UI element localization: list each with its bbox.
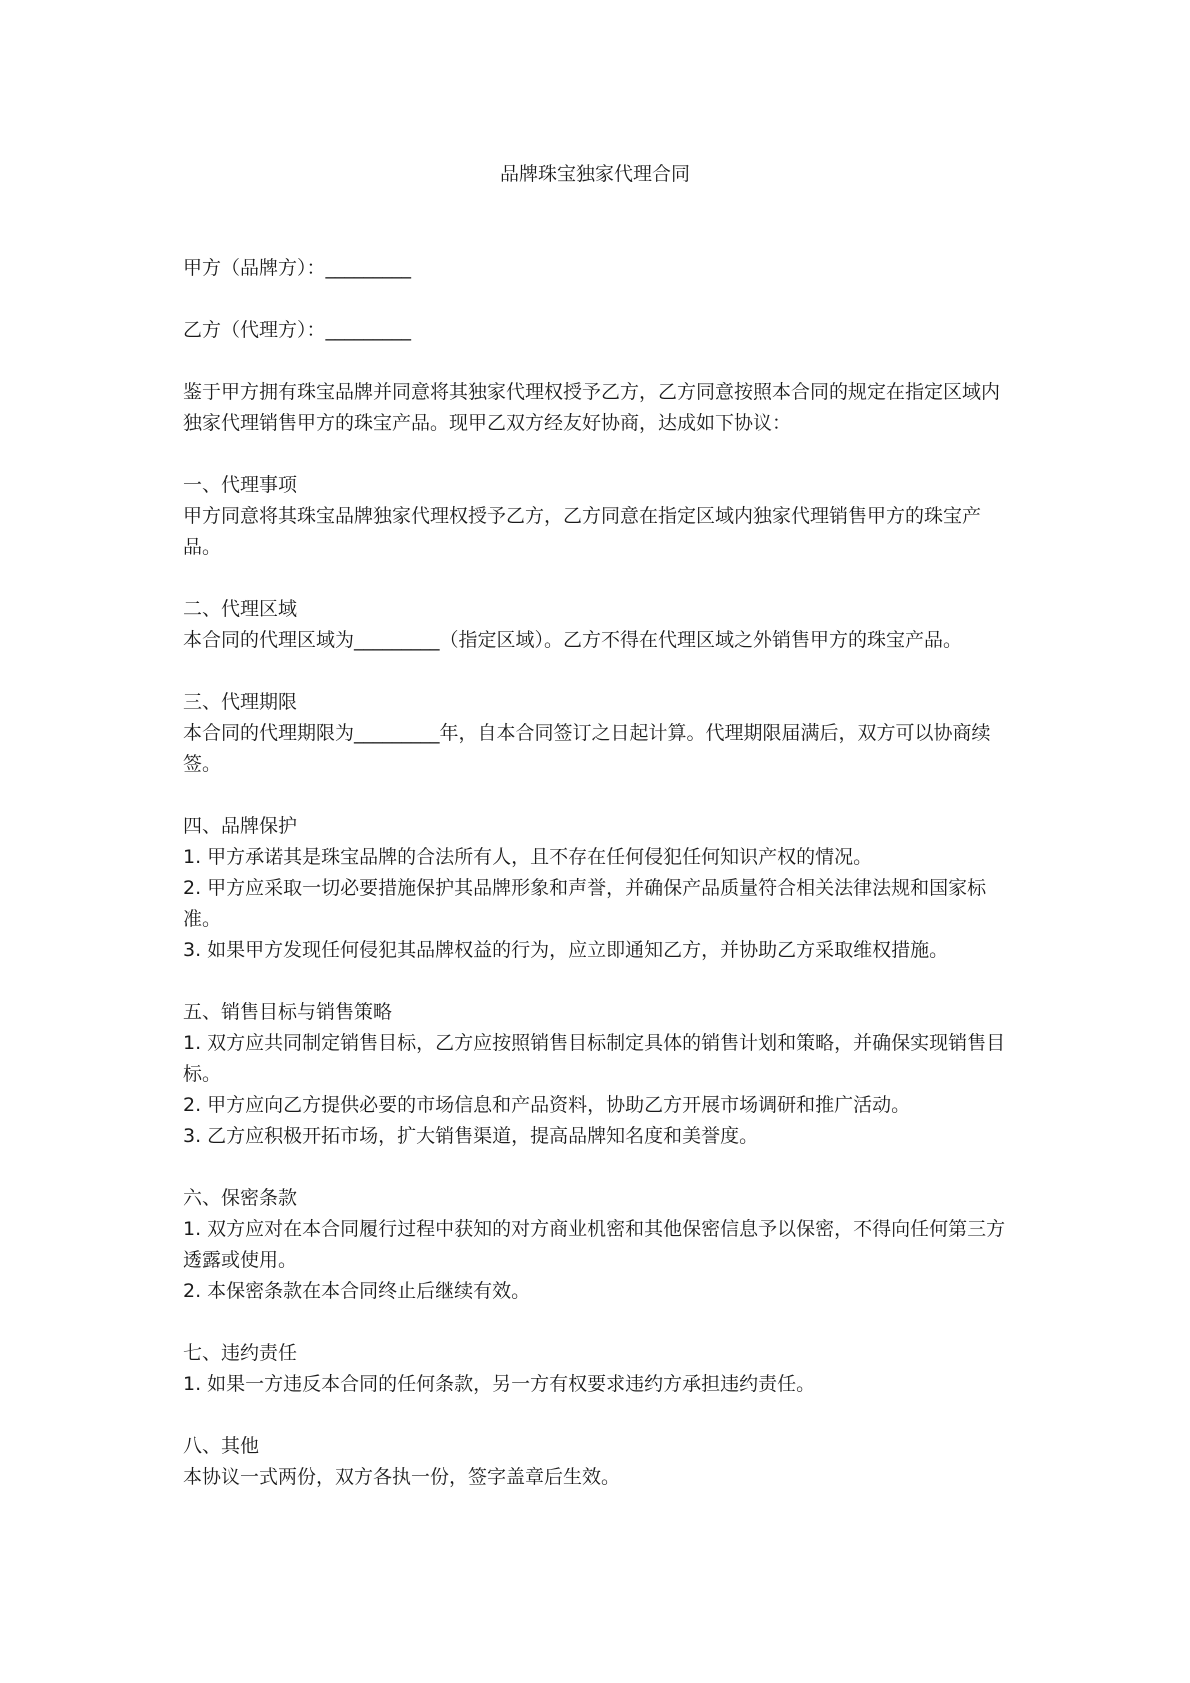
spacer xyxy=(183,780,1013,811)
section-heading: 八、其他 xyxy=(183,1435,260,1457)
section-paragraph: 甲方同意将其珠宝品牌独家代理权授予乙方，乙方同意在指定区域内独家代理销售甲方的珠宝产品。 xyxy=(183,505,982,558)
clause-item: 1. 双方应对在本合同履行过程中获知的对方商业机密和其他保密信息予以保密，不得向任何第三方透露或使用。 xyxy=(183,1218,1006,1271)
spacer xyxy=(183,1152,1013,1183)
section-other xyxy=(183,1431,1013,1493)
clause-item: 1. 如果一方违反本合同的任何条款，另一方有权要求违约方承担违约责任。 xyxy=(183,1373,816,1395)
section-heading: 一、代理事项 xyxy=(183,474,298,496)
spacer xyxy=(183,563,1013,594)
section-heading: 五、销售目标与销售策略 xyxy=(183,1001,393,1023)
spacer xyxy=(183,656,1013,687)
clause-item: 1. 双方应共同制定销售目标，乙方应按照销售目标制定具体的销售计划和策略，并确保实现销售目标。 xyxy=(183,1032,1006,1085)
spacer xyxy=(183,346,1013,377)
spacer xyxy=(183,1400,1013,1431)
clause-item: 3. 如果甲方发现任何侵犯其品牌权益的行为，应立即通知乙方，并协助乙方采取维权措施。 xyxy=(183,939,949,961)
clause-item: 1. 甲方承诺其是珠宝品牌的合法所有人，且不存在任何侵犯任何知识产权的情况。 xyxy=(183,846,873,868)
clause-item: 2. 甲方应采取一切必要措施保护其品牌形象和声誉，并确保产品质量符合相关法律法规和国家标准。 xyxy=(183,877,987,930)
section-heading: 七、违约责任 xyxy=(183,1342,298,1364)
document-title: 品牌珠宝独家代理合同 xyxy=(499,163,690,185)
section-confidentiality xyxy=(183,1183,1013,1307)
document-body xyxy=(183,253,1013,1493)
section-brand-protection xyxy=(183,811,1013,966)
clause-item: 3. 乙方应积极开拓市场，扩大销售渠道，提高品牌知名度和美誉度。 xyxy=(183,1125,759,1147)
spacer xyxy=(183,1307,1013,1338)
spacer xyxy=(183,284,1013,315)
clause-item: 2. 本保密条款在本合同终止后继续有效。 xyxy=(183,1280,531,1302)
section-agency-region xyxy=(183,594,1013,656)
section-agency-matters xyxy=(183,470,1013,563)
section-paragraph: 本合同的代理期限为_________年，自本合同签订之日起计算。代理期限届满后，双方可以协商续签。 xyxy=(183,722,991,775)
section-agency-term xyxy=(183,687,1013,780)
spacer xyxy=(183,439,1013,470)
section-heading: 四、品牌保护 xyxy=(183,815,298,837)
clause-item: 2. 甲方应向乙方提供必要的市场信息和产品资料，协助乙方开展市场调研和推广活动。 xyxy=(183,1094,911,1116)
party-a-line: 甲方（品牌方）：_________ xyxy=(183,257,412,279)
preamble: 鉴于甲方拥有珠宝品牌并同意将其独家代理权授予乙方，乙方同意按照本合同的规定在指定区域内独家代理销售甲方的珠宝产品。现甲乙双方经友好协商，达成如下协议： xyxy=(183,381,1001,434)
party-b-line: 乙方（代理方）：_________ xyxy=(183,319,412,341)
section-breach-liability xyxy=(183,1338,1013,1400)
section-paragraph: 本协议一式两份，双方各执一份，签字盖章后生效。 xyxy=(183,1466,621,1488)
section-paragraph: 本合同的代理区域为_________（指定区域）。乙方不得在代理区域之外销售甲方的珠宝产品。 xyxy=(183,629,963,651)
spacer xyxy=(183,966,1013,997)
section-heading: 三、代理期限 xyxy=(183,691,298,713)
section-heading: 六、保密条款 xyxy=(183,1187,298,1209)
section-heading: 二、代理区域 xyxy=(183,598,298,620)
section-sales-targets xyxy=(183,997,1013,1152)
